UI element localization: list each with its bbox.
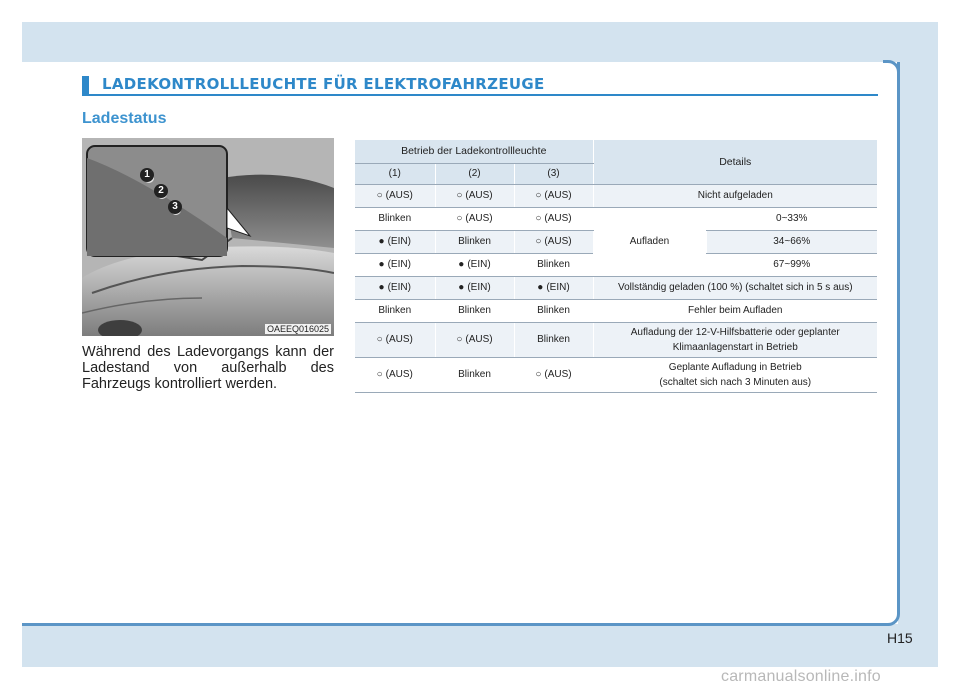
- header-col-1: (1): [355, 163, 435, 184]
- off-icon: ○: [376, 334, 383, 345]
- table-row: [355, 184, 877, 207]
- detail-line-1: Geplante Aufladung in Betrieb: [668, 361, 802, 373]
- detail-cell: 34~66%: [706, 230, 877, 253]
- on-icon: ●: [458, 282, 465, 293]
- detail-line-2: Klimaanlagenstart in Betrieb: [672, 341, 798, 353]
- cell: Blinken: [514, 253, 593, 276]
- section-title: LADEKONTROLLLEUCHTE FÜR ELEKTROFAHRZEUGE: [102, 75, 545, 93]
- subtitle: Ladestatus: [82, 110, 167, 127]
- cell: Blinken: [514, 299, 593, 322]
- detail-cell: 0~33%: [706, 207, 877, 230]
- on-icon: ●: [378, 236, 385, 247]
- detail-line-1: Aufladung der 12-V-Hilfsbatterie oder geplanter: [630, 326, 840, 338]
- merged-charging-cell: Aufladen: [593, 207, 706, 276]
- cell: ● (EIN): [355, 276, 435, 299]
- detail-cell: [593, 322, 877, 357]
- cell: ● (EIN): [435, 276, 514, 299]
- on-icon: ●: [378, 259, 385, 270]
- cell: ● (EIN): [435, 253, 514, 276]
- off-icon: ○: [456, 334, 463, 345]
- bottom-band: [22, 624, 938, 667]
- header-details: Details: [593, 140, 877, 184]
- figure-code: OAEEQ016025: [266, 324, 329, 334]
- cell: ○ (AUS): [435, 322, 514, 357]
- off-icon: ○: [535, 190, 542, 201]
- body-text: Während des Ladevorgangs kann der Ladestand von außerhalb des Fahrzeugs kontrolliert werden.: [82, 344, 334, 392]
- car-drawing: [82, 138, 334, 336]
- cell: ○ (AUS): [355, 184, 435, 207]
- table-row: [355, 299, 877, 322]
- detail-cell: Fehler beim Aufladen: [593, 299, 877, 322]
- cell: ○ (AUS): [514, 230, 593, 253]
- detail-cell: Vollständig geladen (100 %) (schaltet sich in 5 s aus): [593, 276, 877, 299]
- cell: ○ (AUS): [355, 322, 435, 357]
- table-row: [355, 207, 877, 230]
- off-icon: ○: [376, 369, 383, 380]
- cell: Blinken: [435, 357, 514, 392]
- section-header: [82, 72, 878, 96]
- cell: Blinken: [435, 230, 514, 253]
- cell: ○ (AUS): [514, 207, 593, 230]
- on-icon: ●: [378, 282, 385, 293]
- cell: Blinken: [355, 207, 435, 230]
- cell: ● (EIN): [355, 253, 435, 276]
- right-band: [898, 22, 938, 667]
- cell: Blinken: [355, 299, 435, 322]
- off-icon: ○: [535, 236, 542, 247]
- cell: ○ (AUS): [355, 357, 435, 392]
- cell: Blinken: [514, 322, 593, 357]
- on-icon: ●: [458, 259, 465, 270]
- off-icon: ○: [456, 213, 463, 224]
- cell: ● (EIN): [514, 276, 593, 299]
- charge-status-table: [355, 140, 877, 393]
- cell: ○ (AUS): [435, 207, 514, 230]
- callout-2: 2: [154, 184, 168, 198]
- off-icon: ○: [535, 213, 542, 224]
- detail-cell: [593, 357, 877, 392]
- off-icon: ○: [535, 369, 542, 380]
- header-group: Betrieb der Ladekontrollleuchte: [355, 140, 593, 163]
- top-band: [22, 22, 938, 64]
- cell: ○ (AUS): [514, 184, 593, 207]
- table-row: [355, 322, 877, 357]
- detail-cell: 67~99%: [706, 253, 877, 276]
- table-row: [355, 357, 877, 392]
- cell: ○ (AUS): [435, 184, 514, 207]
- on-icon: ●: [537, 282, 544, 293]
- page-number: H15: [887, 630, 913, 646]
- cell: ○ (AUS): [514, 357, 593, 392]
- section-rule: [82, 94, 878, 96]
- callout-3: 3: [168, 200, 182, 214]
- off-icon: ○: [456, 190, 463, 201]
- section-marker: [82, 76, 89, 94]
- off-icon: ○: [376, 190, 383, 201]
- detail-line-2: (schaltet sich nach 3 Minuten aus): [659, 376, 812, 388]
- table-row: [355, 276, 877, 299]
- detail-cell: Nicht aufgeladen: [593, 184, 877, 207]
- watermark: carmanualsonline.info: [721, 668, 881, 685]
- cell: ● (EIN): [355, 230, 435, 253]
- callout-1: 1: [140, 168, 154, 182]
- cell: Blinken: [435, 299, 514, 322]
- header-col-2: (2): [435, 163, 514, 184]
- header-col-3: (3): [514, 163, 593, 184]
- car-illustration: [82, 138, 334, 336]
